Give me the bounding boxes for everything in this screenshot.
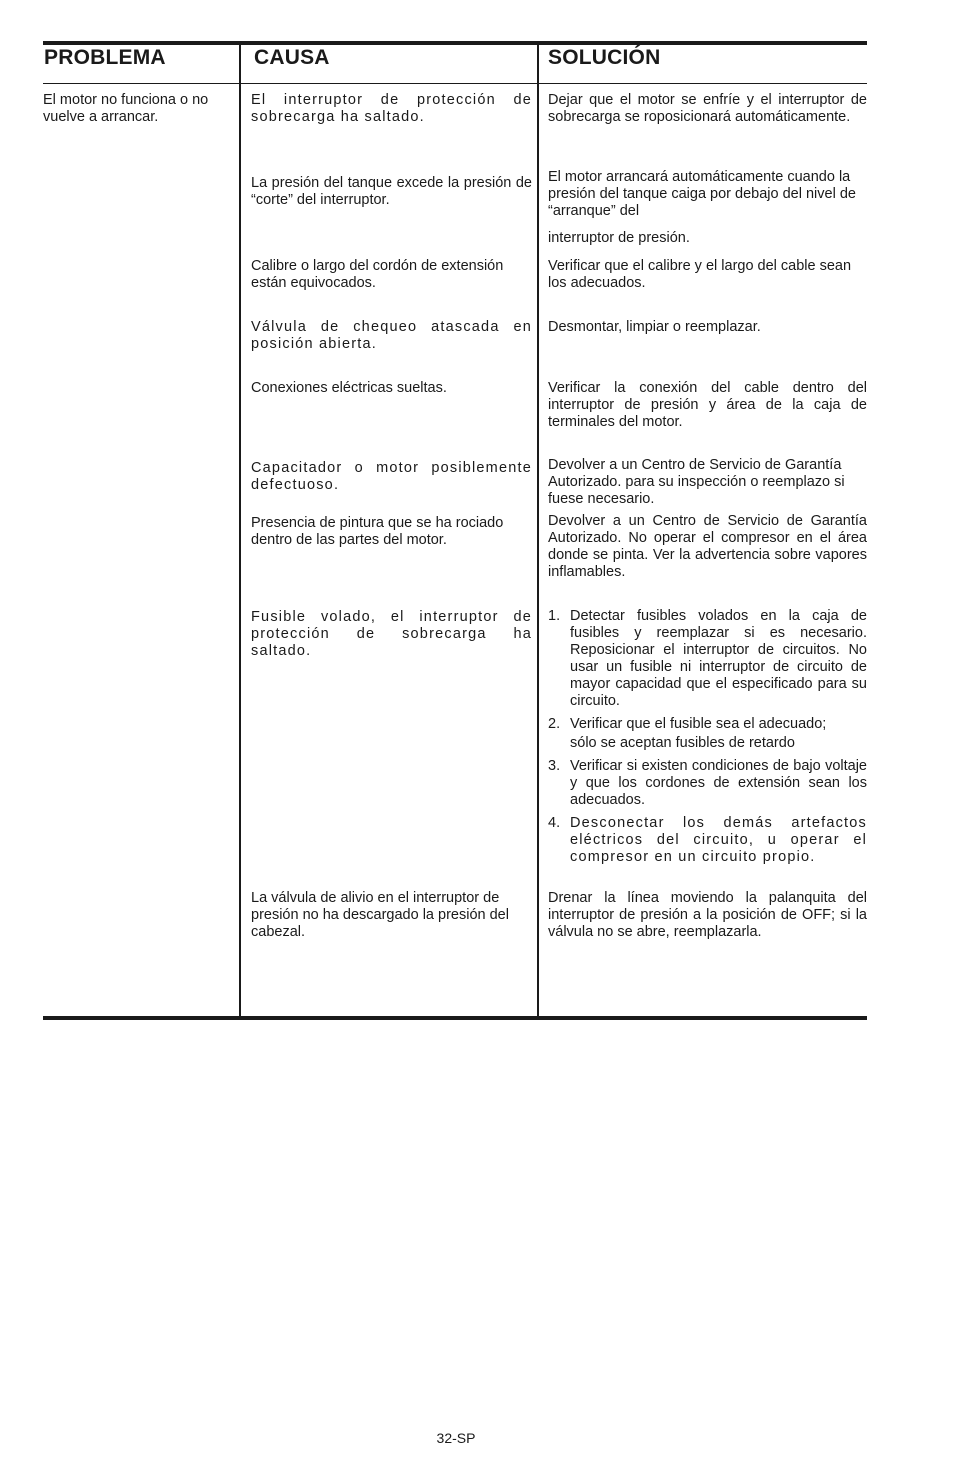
list-text: Verificar si existen condiciones de bajo voltaje y que los cordones de extensión sean los adecuados. — [570, 758, 867, 808]
solution-2: El motor arrancará automáticamente cuando la presión del tanque caiga por debajo del nivel de “arranque” del — [548, 169, 856, 219]
solution-4: Desmontar, limpiar o reemplazar. — [548, 319, 761, 335]
header-problema: PROBLEMA — [44, 46, 166, 69]
solution-6: Devolver a un Centro de Servicio de Garantía Autorizado. para su inspección o reemplazo si fuese necesario. — [548, 457, 845, 507]
column-divider-2 — [537, 45, 539, 1018]
page-number: 32-SP — [436, 1430, 476, 1446]
header-bottom-rule — [43, 83, 867, 84]
solution-9: Drenar la línea moviendo la palanquita del interruptor de presión a la posición de OFF; si la válvula no se abre, reemplazarla. — [548, 890, 867, 940]
list-text: Verificar que el fusible sea el adecuado; — [570, 716, 827, 732]
header-causa: CAUSA — [254, 46, 330, 69]
cause-6: Capacitador o motor posiblemente defectuoso. — [251, 460, 532, 493]
list-item — [548, 716, 867, 752]
list-item — [548, 815, 867, 866]
list-number: 3. — [548, 758, 561, 774]
solution-1: Dejar que el motor se enfríe y el interruptor de sobrecarga se roposicionará automáticamente. — [548, 92, 867, 125]
cause-9: La válvula de alivio en el interruptor de presión no ha descargado la presión del cabezal. — [251, 890, 509, 940]
column-divider-1 — [239, 45, 241, 1018]
problem-text: El motor no funciona o no vuelve a arrancar. — [43, 92, 209, 125]
header-solucion: SOLUCIÓN — [548, 46, 661, 69]
table-top-rule — [43, 41, 867, 45]
solution-2-extra: interruptor de presión. — [548, 230, 690, 246]
list-text-continued: sólo se aceptan fusibles de retardo — [570, 735, 795, 751]
solution-8-list — [548, 608, 867, 872]
cause-1: El interruptor de protección de sobrecarga ha saltado. — [251, 92, 532, 125]
cause-3: Calibre o largo del cordón de extensión están equivocados. — [251, 258, 504, 291]
solution-5: Verificar la conexión del cable dentro del interruptor de presión y área de la caja de terminales del motor. — [548, 380, 867, 430]
cause-7: Presencia de pintura que se ha rociado dentro de las partes del motor. — [251, 515, 504, 548]
list-text: Desconectar los demás artefactos eléctricos del circuito, u operar el compresor en un circuito propio. — [570, 815, 867, 865]
cause-4: Válvula de chequeo atascada en posición abierta. — [251, 319, 532, 352]
list-number: 1. — [548, 608, 561, 624]
list-number: 4. — [548, 815, 561, 831]
cause-8: Fusible volado, el interruptor de protección de sobrecarga ha saltado. — [251, 609, 532, 659]
list-item — [548, 608, 867, 710]
solution-3: Verificar que el calibre y el largo del cable sean los adecuados. — [548, 258, 852, 291]
list-text: Detectar fusibles volados en la caja de fusibles y reemplazar si es necesario. Reposicionar el interruptor de circuitos. No usar un fusible ni interruptor de circuito de mayor capacidad que el especificado para su circuito. — [570, 608, 867, 709]
cause-5: Conexiones eléctricas sueltas. — [251, 380, 447, 396]
list-item — [548, 758, 867, 809]
list-number: 2. — [548, 716, 561, 732]
cause-2: La presión del tanque excede la presión de “corte” del interruptor. — [251, 175, 532, 208]
table-bottom-rule — [43, 1016, 867, 1020]
solution-7: Devolver a un Centro de Servicio de Garantía Autorizado. No operar el compresor en el área donde se pinta. Ver la advertencia sobre vapores inflamables. — [548, 513, 867, 580]
